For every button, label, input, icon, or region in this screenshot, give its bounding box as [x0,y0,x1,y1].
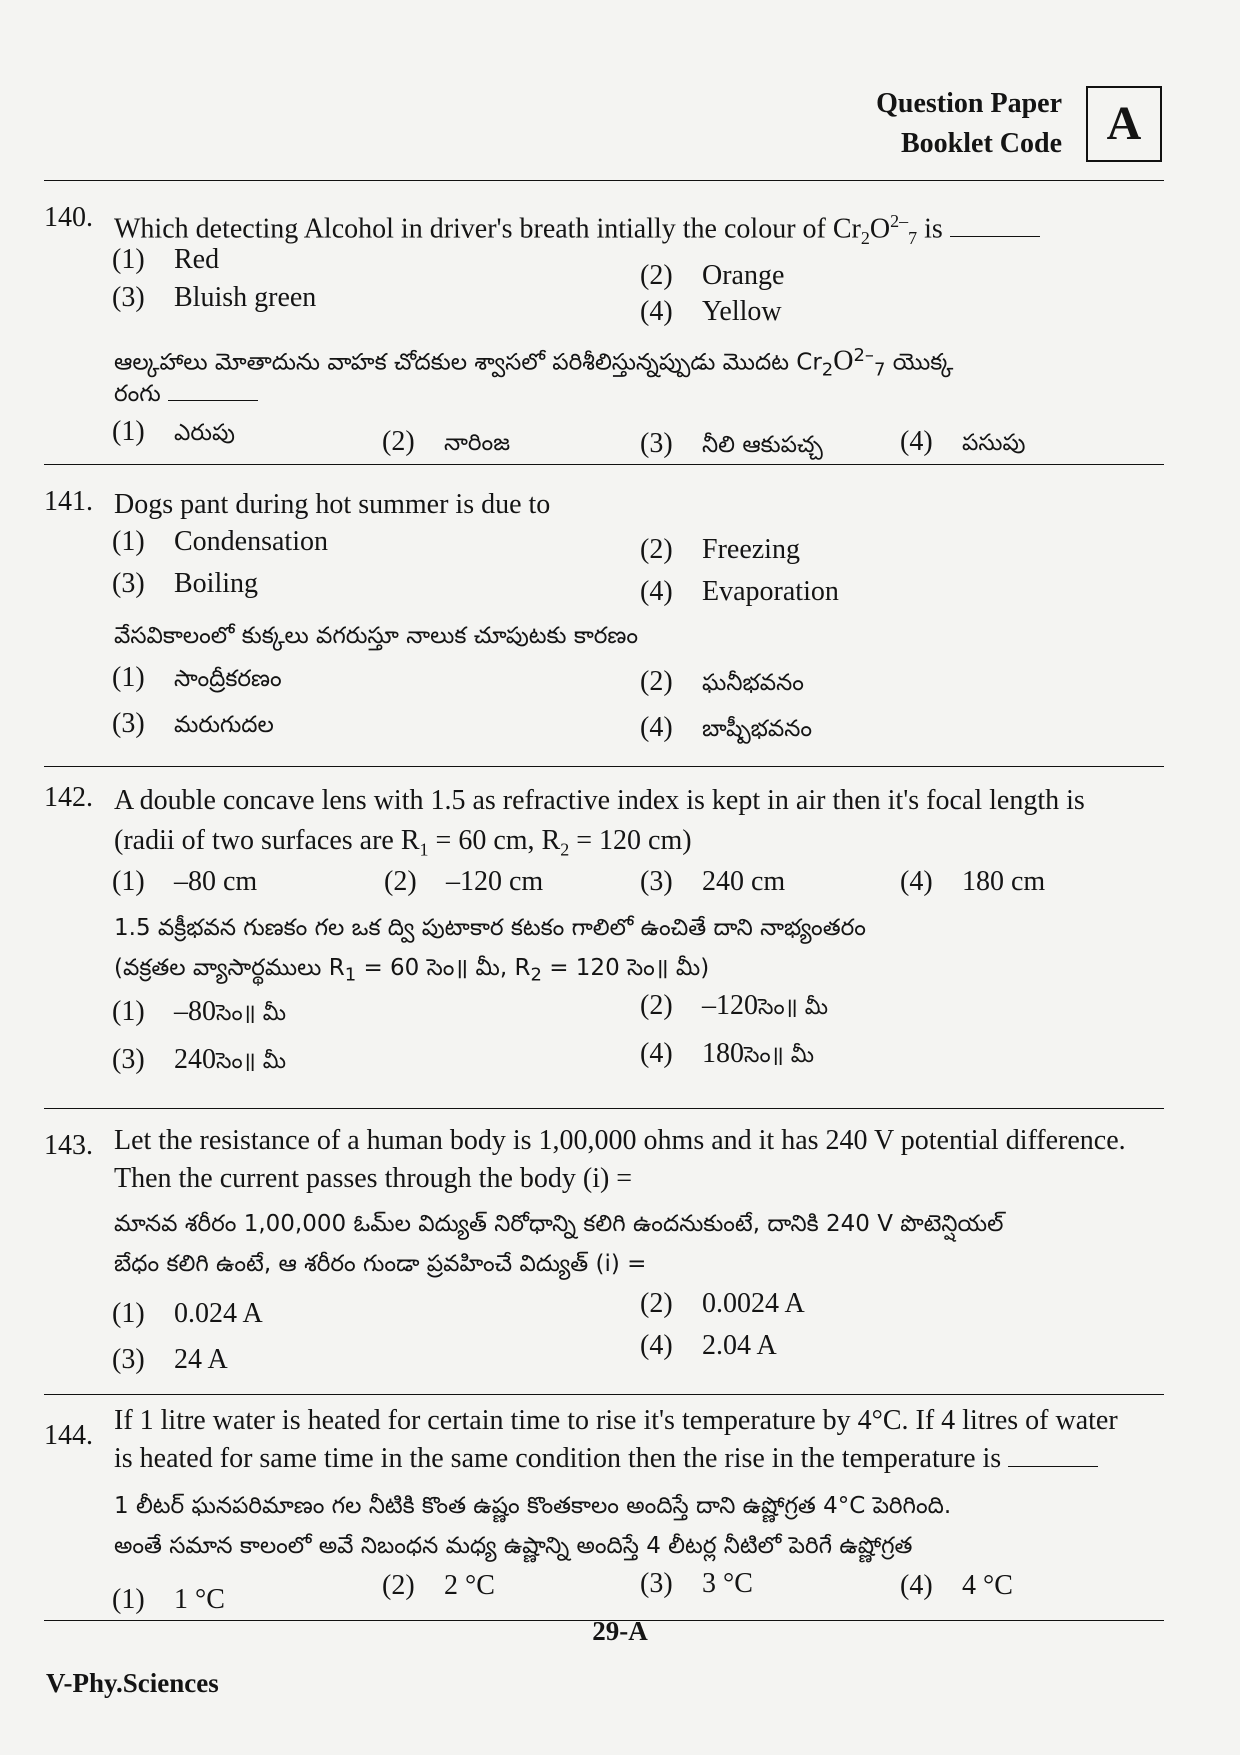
divider [44,180,1164,181]
option-2: (2) 0.0024 A [640,1288,805,1319]
question-stem-en: Which detecting Alcohol in driver's breath intially the colour of $Cr_2O^{2-}_7$ is [114,202,1040,257]
booklet-code-box: A [1086,86,1162,162]
option-1: (1) –80 cm [112,866,258,897]
question-stem-te: ఆల్కహాలు మోతాదును వాహక చోదకుల శ్వాసలో పరిశీలిస్తున్నప్పుడు మొదట $Cr_2O^{2-}_7$ యొక్క [114,345,954,381]
option-3: (3) 24 A [112,1344,228,1375]
option-1: (1) Condensation [112,526,328,557]
option-4: (4) 4 °C [900,1570,1013,1601]
booklet-header [862,84,1162,164]
question-stem-te: వేసవికాలంలో కుక్కలు వగరుస్తూ నాలుక చూపుటకు కారణం [114,623,639,649]
divider [44,1394,1164,1395]
option-4: (4) 180 cm [900,866,1046,897]
option-2: (2) –120 cm [384,866,544,897]
option-te-4: (4) 180సెం॥ మీ [640,1038,815,1069]
option-te-4: (4) బాష్పీభవనం [640,712,813,743]
answer-blank [950,216,1040,237]
question-stem-en: A double concave lens with 1.5 as refractive index is kept in air then it's focal length is [114,785,1085,816]
option-3: (3) 3 °C [640,1568,753,1599]
subject-label: V-Phy.Sciences [46,1668,219,1698]
option-4: (4) Evaporation [640,576,839,607]
question-number: 141. [44,486,93,517]
question-number: 144. [44,1420,93,1451]
question-stem-en: If 1 litre water is heated for certain time to rise it's temperature by 4°C. If 4 litres of water [114,1405,1118,1436]
booklet-label-line2: Booklet Code [901,128,1062,159]
answer-blank [1008,1446,1098,1467]
question-stem-en: Dogs pant during hot summer is due to [114,489,551,520]
option-3: (3) Boiling [112,568,259,599]
question-number: 143. [44,1130,93,1161]
question-stem-te: 1.5 వక్రీభవన గుణకం గల ఒక ద్వి పుటాకార కటకం గాలిలో ఉంచితే దాని నాభ్యంతరం [114,915,866,941]
option-4: (4) Yellow [640,296,782,327]
question-stem-te-line2: బేధం కలిగి ఉంటే, ఆ శరీరం గుండా ప్రవహించే విద్యుత్ (i) = [114,1251,647,1277]
option-te-1: (1) ఎరుపు [112,416,235,447]
option-te-3: (3) మరుగుదల [112,708,274,739]
question-stem-te-line2: రంగు [114,374,258,414]
booklet-label [876,84,1062,164]
option-te-3: (3) 240సెం॥ మీ [112,1044,287,1075]
booklet-label-line1: Question Paper [876,88,1062,119]
option-te-2: (2) –120సెం॥ మీ [640,990,829,1021]
option-2: (2) 2 °C [382,1570,495,1601]
question-number: 140. [44,202,93,233]
divider [44,464,1164,465]
question-stem-en-line2: Then the current passes through the body (i) = [114,1163,633,1194]
option-te-1: (1) –80సెం॥ మీ [112,996,287,1027]
question-stem-te: మానవ శరీరం 1,00,000 ఓమ్‌ల విద్యుత్ నిరోధాన్ని కలిగి ఉందనుకుంటే, దానికి 240 V పొటెన్షియల్ [114,1211,1004,1237]
option-1: (1) 1 °C [112,1584,225,1615]
option-te-3: (3) నీలి ఆకుపచ్చ [640,428,823,459]
divider [44,766,1164,767]
question-stem-te: 1 లీటర్ ఘనపరిమాణం గల నీటికి కొంత ఉష్ణం కొంతకాలం అందిస్తే దాని ఉష్ణోగ్రత 4°C పెరిగింది. [114,1493,952,1519]
question-stem-en-line2: is heated for same time in the same condition then the rise in the temperature is [114,1440,1098,1478]
option-2: (2) Freezing [640,534,800,565]
option-3: (3) Bluish green [112,282,317,313]
page-number: 29-A [592,1616,648,1646]
option-3: (3) 240 cm [640,866,786,897]
question-stem-en: Let the resistance of a human body is 1,00,000 ohms and it has 240 V potential difference. [114,1125,1126,1156]
question-stem-en-line2: (radii of two surfaces are $R_1 = 60$ cm, $R_2 = 120$ cm) [114,825,692,860]
divider [44,1108,1164,1109]
option-te-1: (1) సాంద్రీకరణం [112,662,282,693]
option-te-4: (4) పసుపు [900,426,1026,457]
option-1: (1) Red [112,244,220,275]
question-stem-te-line2: (వక్రతల వ్యాసార్థములు $R_1 = 60$ సెం॥ మీ, $R_2 = 120$ సెం॥ మీ) [114,955,710,986]
option-te-2: (2) నారింజ [382,426,511,457]
option-te-2: (2) ఘనీభవనం [640,666,804,697]
option-2: (2) Orange [640,260,785,291]
question-stem-te-line2: అంతే సమాన కాలంలో అవే నిబంధన మధ్య ఉష్ణాన్ని అందిస్తే 4 లీటర్ల నీటిలో పెరిగే ఉష్ణోగ్రత [114,1533,913,1559]
answer-blank [168,380,258,401]
question-number: 142. [44,782,93,813]
option-1: (1) 0.024 A [112,1298,263,1329]
option-4: (4) 2.04 A [640,1330,777,1361]
